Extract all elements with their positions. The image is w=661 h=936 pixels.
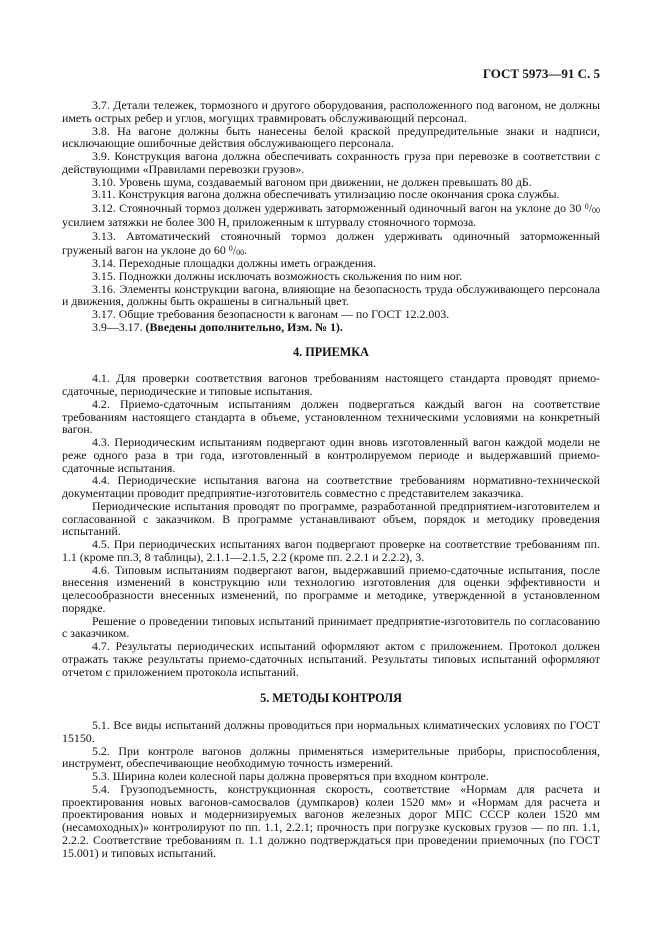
paragraph-3-13: 3.13. Автоматический стояночный тормоз должен удерживать одиночный заторможенный груженый вагон на уклоне до 60 $^0$/00. — [62, 229, 600, 257]
permille-sub: 00 — [236, 248, 245, 257]
paragraph-4-6: 4.6. Типовым испытаниям подвергают вагон, выдержавший приемо-сдаточные испытания, после внесения изменений в конструкцию или технологию изготовления для оценки эффективности и целесообразности внесенных изменений, по программе и методике, утвержденной в установленном порядке. — [62, 562, 600, 615]
text: 3.13. Автоматический стояночный тормоз должен удерживать одиночный заторможенный груженый вагон на уклоне до 60 — [62, 229, 600, 257]
text: 3.12. Стояночный тормоз должен удерживать заторможенный одиночный вагон на уклоне до 30 — [92, 201, 585, 215]
permille-sup: 0 — [584, 202, 589, 211]
paragraph-3-10: 3.10. Уровень шума, создаваемый вагоном при движении, не должен превышать 80 дБ. — [92, 174, 532, 189]
permille-sup: 0 — [228, 244, 233, 253]
amendment-text: (Введены дополнительно, Изм. № 1). — [145, 319, 343, 334]
section-4-title: 4. ПРИЕМКА — [293, 344, 369, 359]
paragraph-5-3: 5.3. Ширина колеи колесной пары должна проверяться при входном контроле. — [92, 769, 489, 783]
permille-sub: 00 — [592, 206, 600, 215]
paragraph-3-7: 3.7. Детали тележек, тормозного и другого оборудования, расположенного под вагоном, не должны иметь острых ребер и углов, могущих травмировать обслуживающий персонал. — [62, 98, 600, 125]
paragraph-3-17: 3.17. Общие требования безопасности к вагонам — по ГОСТ 12.2.003. — [92, 307, 450, 321]
text: . — [244, 243, 248, 257]
paragraph-3-16: 3.16. Элементы конструкции вагона, влияющие на безопасность труда обслуживающего персонала и движения, должны быть окрашены в сигнальный цвет. — [62, 281, 600, 309]
paragraph-4-6b: Решение о проведении типовых испытаний принимает предприятие-изготовитель по согласованию с заказчиком. — [62, 613, 600, 641]
paragraph-4-5: 4.5. При периодических испытаниях вагон подвергают проверке на соответствие требованиям пп. 1.1 (кроме пп.3, 8 таблицы), 2.1.1—2.1.5, 2.2 (кроме пп. 2.2.1 и 2.2.2), 3. — [62, 537, 600, 564]
amendment-note — [62, 321, 600, 334]
paragraph-4-4: 4.4. Периодические испытания вагона на соответствие требованиям нормативно-технической документации проводит предприятие-изготовитель совместно с представителем заказчика. — [62, 473, 600, 500]
paragraph-3-14: 3.14. Переходные площадки должны иметь ограждения. — [92, 256, 377, 270]
paragraph-5-2: 5.2. При контроле вагонов должны применяться измерительные приборы, приспособления, инструмент, обеспечивающие необходимую точность измерений. — [62, 743, 600, 771]
paragraph-4-3: 4.3. Периодическим испытаниям подвергают один вновь изготовленный вагон каждой модели не реже одного раза в три года, изготовленный в контролируемом периоде и выдержавший приемо-сдаточные испытания. — [62, 435, 600, 475]
paragraph-4-1: 4.1. Для проверки соответствия вагонов требованиям настоящего стандарта проводят приемо-сдаточные, периодические и типовые испытания. — [62, 371, 600, 398]
paragraph-4-2: 4.2. Приемо-сдаточным испытаниям должен подвергаться каждый вагон на соответствие требованиям настоящего стандарта в объеме, установленном техническими условиями на конкретный вагон. — [62, 396, 600, 437]
paragraph-4-4b: Периодические испытания проводят по программе, разработанной предприятием-изготовителем и согласованной с заказчиком. В программе устанавливают объем, порядок и методику проведения испытаний. — [62, 498, 600, 539]
paragraph-3-8: 3.8. На вагоне должны быть нанесены белой краской предупредительные знаки и надписи, исключающие ошибочные действия обслуживающего персонала. — [62, 123, 600, 151]
paragraph-5-4: 5.4. Грузоподъемность, конструкционная скорость, соответствие «Нормам для расчета и проектирования новых вагонов-самосвалов (думпкаров) колеи 1520 мм» и «Нормам для расчета и проектирования новых и модернизируемых вагонов железных дорог МПС СССР колеи 1520 мм (несамоходных)» контролируют по пп. 1.1, 2.2.1; прочность при погрузке кусковых грузов — по пп. 1.1, 2.2.2. Соответствие требованиям п. 1.1 должно подтверждаться при проведении приемочных (по ГОСТ 15.001) и типовых испытаний. — [62, 781, 600, 860]
text: усилием затяжки не более 300 Н, приложенным к штурвалу стояночного тормоза. — [62, 215, 477, 229]
paragraph-4-7: 4.7. Результаты периодических испытаний оформляют актом с приложением. Протокол должен отражать также результаты приемо-сдаточных испытаний. Результаты типовых испытаний оформляют отчетом с приложением протокола испытаний. — [62, 639, 600, 679]
paragraph-3-15: 3.15. Подножки должны исключать возможность скольжения по ним ног. — [92, 268, 463, 283]
paragraph-5-1: 5.1. Все виды испытаний должны проводиться при нормальных климатических условиях по ГОСТ 15150. — [62, 718, 600, 745]
document-body — [62, 99, 600, 859]
paragraph-3-12: 3.12. Стояночный тормоз должен удерживать заторможенный одиночный вагон на уклоне до 30 $^0$/00 усилием затяжки не более 300 Н, приложенным к штурвалу стояночного тормоза. — [62, 201, 600, 229]
text: 3.9—3.17. — [92, 319, 146, 334]
paragraph-3-11: 3.11. Конструкция вагона должна обеспечивать утилизацию после окончания срока службы. — [92, 187, 560, 202]
paragraph-3-9: 3.9. Конструкция вагона должна обеспечивать сохранность груза при перевозке в соответствии с действующими «Правилами перевозки грузов». — [62, 149, 600, 176]
section-5-title: 5. МЕТОДЫ КОНТРОЛЯ — [260, 691, 402, 706]
page-header: ГОСТ 5973—91 С. 5 — [482, 66, 600, 81]
